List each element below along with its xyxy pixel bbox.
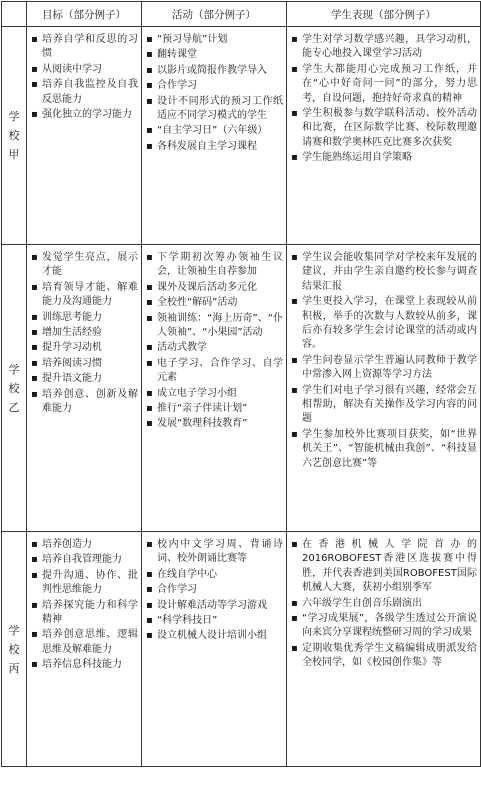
school-label-a: 学 校 甲 bbox=[2, 27, 27, 245]
list-item: ▪ 培养自我管理能力 bbox=[31, 553, 138, 567]
list-item: ▪ 学生对学习数学感兴趣，具学习动机，能专心地投入课堂学习活动 bbox=[291, 33, 477, 62]
list-item: ▪ 以影片或简报作教学导入 bbox=[146, 64, 283, 78]
list-item: ▪ 培养创造力 bbox=[31, 538, 138, 552]
list-item: ▪ 发觉学生亮点，展示才能 bbox=[31, 251, 138, 280]
list-item: ▪ 定期收集优秀学生文稿编辑成册派发给全校同学，如《校园创作集》等 bbox=[291, 642, 477, 671]
table-row-school-a bbox=[2, 27, 481, 245]
school-label-c: 学 校 丙 bbox=[2, 532, 27, 767]
list-item: ▪ 发展“数理科技教育” bbox=[146, 417, 283, 431]
header-school bbox=[2, 2, 27, 27]
performance-cell bbox=[287, 245, 481, 532]
header-activities: 活动（部分例子） bbox=[142, 2, 287, 27]
goals-cell bbox=[27, 532, 142, 767]
list-item: ▪ 学生们对电子学习很有兴趣，经常会互相帮助，解决有关操作及学习内容的问题 bbox=[291, 384, 477, 427]
list-item: ▪ 学生大都能用心完成预习工作纸，并在“心中好奇问一问”的部分，努力思考，自设问题，抱持好奇求真的精神 bbox=[291, 63, 477, 106]
list-item: ▪ 下学期初次筹办领袖生议会，让领袖生自荐参加 bbox=[146, 251, 283, 280]
list-item: ▪ 学生议会能收集同学对学校来年发展的建议，并由学生亲自邀约校长参与调查结果汇报 bbox=[291, 251, 477, 294]
list-item: ▪ “自主学习日”（六年级） bbox=[146, 124, 283, 138]
list-item: ▪ 活动式教学 bbox=[146, 341, 283, 355]
list-item: ▪ 六年级学生自创音乐剧演出 bbox=[291, 597, 477, 611]
list-item: ▪ 增加生活经验 bbox=[31, 326, 138, 340]
list-item: ▪ 设立机械人设计培训小组 bbox=[146, 629, 283, 643]
list-item: ▪ 提升语文能力 bbox=[31, 372, 138, 386]
header-goals: 目标（部分例子） bbox=[27, 2, 142, 27]
list-item: ▪ 学生更投入学习，在课堂上表现较从前积极，举手的次数与人数较从前多，课后亦有较多学生会讨论课堂的活动或内容。 bbox=[291, 295, 477, 353]
list-item: ▪ “预习导航”计划 bbox=[146, 33, 283, 47]
list-item: ▪ 培育领导才能、解难能力及沟通能力 bbox=[31, 281, 138, 310]
activities-cell bbox=[142, 532, 287, 767]
list-item: ▪ 全校性“解码”活动 bbox=[146, 296, 283, 310]
list-item: ▪ 校内中文学习周、背诵诗词、校外朗诵比赛等 bbox=[146, 538, 283, 567]
list-item: ▪ 领袖训练：“海上历奇”、“仆人领袖”、“小果园”活动 bbox=[146, 312, 283, 341]
list-item: ▪ 推行“亲子伴读计划” bbox=[146, 402, 283, 416]
list-item: ▪ 合作学习 bbox=[146, 583, 283, 597]
list-item: ▪ 学生能熟练运用自学策略 bbox=[291, 151, 477, 165]
list-item: ▪ 翻转课堂 bbox=[146, 48, 283, 62]
list-item: ▪ 在线自学中心 bbox=[146, 568, 283, 582]
list-item: ▪ 学生参加校外比赛项目获奖，如“世界机关王”、“智能机械由我创”、“科技显六艺创意比赛”等 bbox=[291, 428, 477, 471]
list-item: ▪ 培养信息科技能力 bbox=[31, 658, 138, 672]
table-row-school-b bbox=[2, 245, 481, 532]
list-item: ▪ 培养自我监控及自我反思能力 bbox=[31, 78, 138, 107]
list-item: ▪ 培养创意思维、逻辑思维及解难能力 bbox=[31, 628, 138, 657]
goals-cell bbox=[27, 27, 142, 245]
list-item: ▪ 学生问卷显示学生普遍认同教师于教学中常渗入网上资源等学习方法 bbox=[291, 354, 477, 383]
list-item: ▪ 合作学习 bbox=[146, 79, 283, 93]
header-performance: 学生表现（部分例子） bbox=[287, 2, 481, 27]
list-item: ▪ 提升学习动机 bbox=[31, 341, 138, 355]
list-item: ▪ 各科发展自主学习课程 bbox=[146, 140, 283, 154]
school-label-b: 学 校 乙 bbox=[2, 245, 27, 532]
list-item: ▪ 学生积极参与数学联科活动、校外活动和比赛，在区际数学比赛、校际数理邀请赛和数学奥林匹克比赛多次获奖 bbox=[291, 107, 477, 150]
list-item: ▪ 设计解难活动等学习游戏 bbox=[146, 599, 283, 613]
table-row-school-c bbox=[2, 532, 481, 767]
list-item: ▪ 在香港机械人学院首办的2016ROBOFEST香港区选拔赛中得胜，并代表香港到美国ROBOFEST国际机械人大赛，获初小组别季军 bbox=[291, 538, 477, 596]
list-item: ▪ 培养自学和反思的习惯 bbox=[31, 33, 138, 62]
activities-cell bbox=[142, 245, 287, 532]
list-item: ▪ “学习成果展”，各级学生透过公开演说向来宾分享课程统整研习周的学习成果 bbox=[291, 612, 477, 641]
list-item: ▪ 培养阅读习惯 bbox=[31, 357, 138, 371]
school-practice-table bbox=[1, 1, 481, 767]
list-item: ▪ 电子学习、合作学习、自学元素 bbox=[146, 357, 283, 386]
performance-cell bbox=[287, 532, 481, 767]
list-item: ▪ 课外及课后活动多元化 bbox=[146, 281, 283, 295]
list-item: ▪ 设计不同形式的预习工作纸适应不同学习模式的学生 bbox=[146, 95, 283, 124]
performance-cell bbox=[287, 27, 481, 245]
list-item: ▪ 强化独立的学习能力 bbox=[31, 108, 138, 122]
list-item: ▪ “科学科技日” bbox=[146, 614, 283, 628]
list-item: ▪ 培养探究能力和科学精神 bbox=[31, 599, 138, 628]
activities-cell bbox=[142, 27, 287, 245]
list-item: ▪ 训练思考能力 bbox=[31, 311, 138, 325]
list-item: ▪ 培养创意、创新及解难能力 bbox=[31, 388, 138, 417]
list-item: ▪ 从阅读中学习 bbox=[31, 63, 138, 77]
list-item: ▪ 成立电子学习小组 bbox=[146, 387, 283, 401]
goals-cell bbox=[27, 245, 142, 532]
list-item: ▪ 提升沟通、协作、批判性思维能力 bbox=[31, 569, 138, 598]
header-row bbox=[2, 2, 481, 27]
